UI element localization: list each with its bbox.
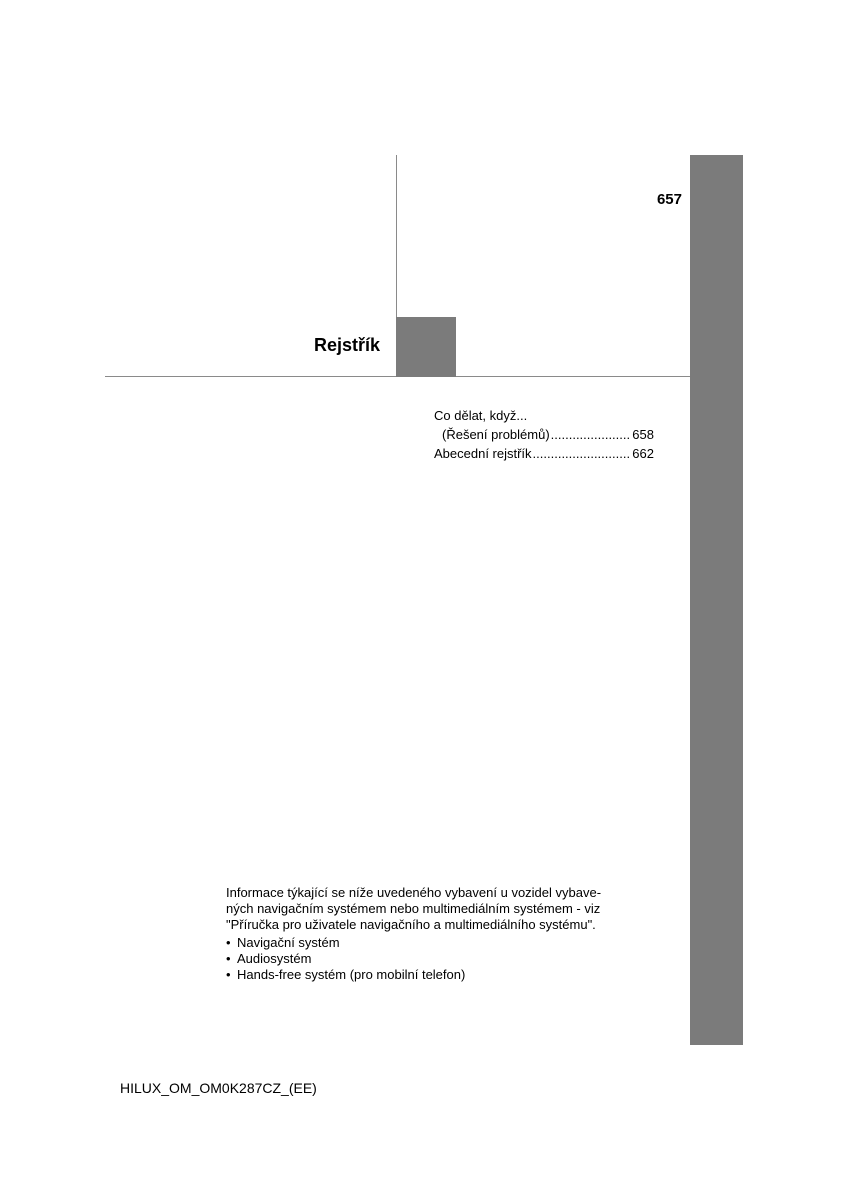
toc-entry-label: (Řešení problémů) (442, 427, 550, 442)
page-number: 657 (656, 191, 682, 208)
toc-entry-alphabetical-index[interactable] (434, 444, 654, 463)
bullet-icon: • (226, 951, 231, 966)
info-list (226, 935, 626, 983)
info-block (226, 885, 626, 983)
title-marker-box (396, 317, 456, 377)
list-item-text: Audiosystém (237, 951, 312, 966)
list-item (226, 935, 626, 951)
toc-entry-troubleshooting-line1: Co dělat, když... (434, 408, 528, 423)
toc-entry-label: Abecední rejstřík (434, 446, 532, 461)
toc-leader-dots (533, 444, 632, 463)
document-footer-code: HILUX_OM_OM0K287CZ_(EE) (120, 1080, 317, 1096)
toc-entry-troubleshooting[interactable] (434, 425, 654, 444)
chapter-side-tab (690, 155, 743, 1045)
toc-entry-page: 662 (632, 446, 654, 461)
section-title: Rejstřík (313, 335, 380, 355)
list-item (226, 967, 626, 983)
info-paragraph: Informace týkající se níže uvedeného vybavení u vozidel vybave-ných navigačním systémem nebo multimediálním systémem - viz "Příručka pro uživatele navigačního a multimediálního systému". (226, 885, 602, 932)
bullet-icon: • (226, 967, 231, 982)
list-item (226, 951, 626, 967)
toc-leader-dots (551, 425, 632, 444)
toc-entry-page: 658 (632, 427, 654, 442)
table-of-contents (434, 406, 654, 463)
list-item-text: Hands-free systém (pro mobilní telefon) (237, 967, 466, 982)
list-item-text: Navigační systém (237, 935, 340, 950)
bullet-icon: • (226, 935, 231, 950)
